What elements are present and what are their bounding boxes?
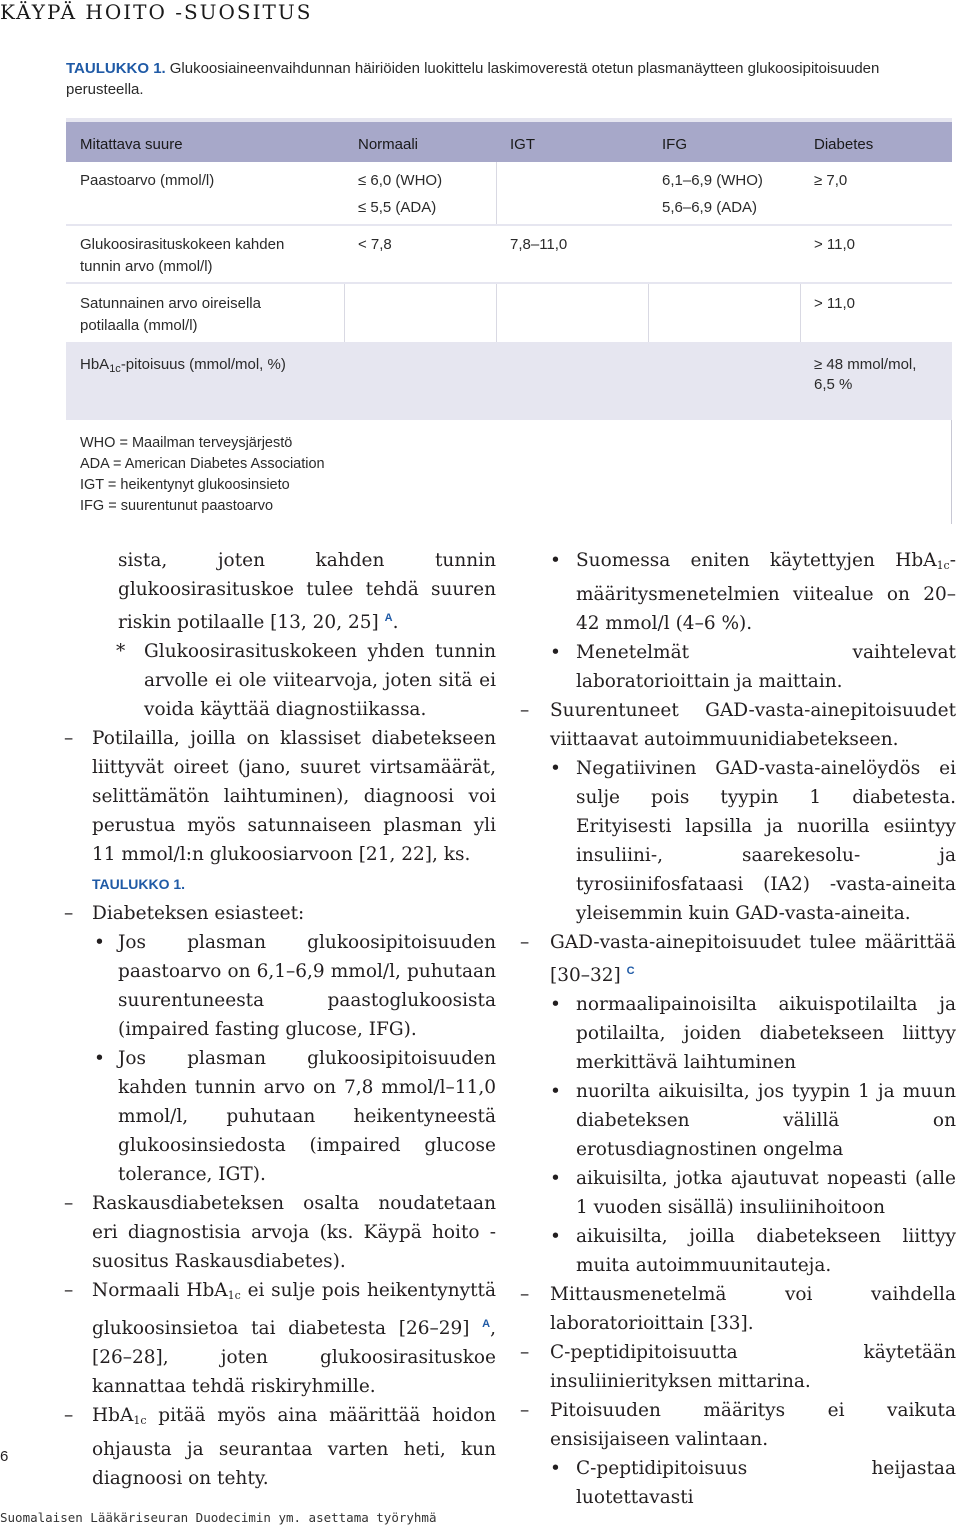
list-item [520,1396,956,1454]
header-ifg: IFG [662,136,687,153]
list-item-text: Jos plasman glukoosipitoisuuden paastoarvo on 6,1–6,9 mmol/l, puhutaan suurentuneesta paastoglukoosista (impaired fasting glucose, IFG). [118,932,496,1040]
list-item [550,546,956,638]
row4-measure-post: -pitoisuus (mmol/mol, %) [120,356,286,373]
row1-ifg-who: 6,1–6,9 (WHO) [662,172,763,189]
list-item [550,638,956,696]
list-item-text: Diabeteksen esiasteet: [92,903,305,924]
evidence-grade: A [482,1318,491,1330]
list-item-text: Potilailla, joilla on klassiset diabetekseen liittyvät oireet (jano, suuret virtsamäärät, selittämätön laihtuminen), diagnoosi voi perustua myös satunnaiseen plasman yli 11 mmol/l:n glukoosiarvoon [21, 22], ks. [92,728,496,865]
list-item [520,1280,956,1338]
legend-item: IGT = heikentynyt glukoosinsieto [80,477,290,493]
dash-marker: – [520,932,530,953]
row2-diabetes: > 11,0 [814,236,856,253]
list-item [94,1044,496,1189]
paragraph-text: sista, joten kahden tunnin glukoosirasituskoe tulee tehdä suuren riskin potilaalle [13, 20, 25] [118,550,496,633]
list-item [550,754,956,928]
header-measure: Mitattava suure [80,136,183,153]
paragraph: sista, joten kahden tunnin glukoosirasituskoe tulee tehdä suuren riskin potilaalle [13, 20, 25] $^A$. [118,550,496,633]
cell-divider [496,162,497,224]
list-item-text: GAD-vasta-ainepitoisuudet tulee määrittää [30–32] [550,932,956,986]
row2-measure: Glukoosirasituskokeen kahden tunnin arvo (mmol/l) [80,236,285,275]
dash-marker: – [64,1280,74,1301]
bullet-marker: • [550,1081,561,1102]
list-item-text: aikuisilta, jotka ajautuvat nopeasti (alle 1 vuoden sisällä) insuliinihoitoon [576,1168,956,1218]
list-item-text: pitää myös aina määrittää hoidon ohjausta ja seurantaa varten heti, kun diagnoosi on tehty. [92,1405,496,1489]
row1-measure: Paastoarvo (mmol/l) [80,172,215,189]
cell-divider [800,284,801,342]
list-item-text: normaalipainoisilta aikuispotilailta ja potilailta, joiden diabetekseen liittyy merkittävä laihtuminen [576,994,956,1073]
row4-measure-pre: HbA [80,356,110,373]
bullet-marker: • [550,994,561,1015]
row2-igt: 7,8–11,0 [510,236,568,253]
list-item-text: aikuisilta, joilla diabetekseen liittyy muita autoimmuunitauteja. [576,1226,956,1276]
list-item [94,928,496,1044]
row4-diabetes-mmol: ≥ 48 mmol/mol, [814,356,917,373]
list-item-text: -määritysmenetelmien viitealue on 20–42 mmol/l (4–6 %). [576,550,956,634]
row3-diabetes: > 11,0 [814,295,856,312]
row4-diabetes-percent: 6,5 % [814,376,853,393]
legend-border [951,420,952,524]
table-reference-link[interactable]: TAULUKKO 1. [92,876,186,892]
legend-item: IFG = suurentunut paastoarvo [80,498,274,514]
header-diabetes: Diabetes [814,136,874,153]
evidence-grade: C [626,965,635,977]
list-item [520,696,956,754]
evidence-grade: A [384,612,393,624]
list-item [64,1189,496,1276]
list-item-text: ei sulje pois heikentynyttä glukoosinsietoa tai diabetesta [26–29] [92,1280,496,1339]
dash-marker: – [520,1284,530,1305]
list-item [520,1338,956,1396]
row4-measure-sub: 1c [109,363,121,375]
left-column [64,546,496,1493]
row1-ifg-ada: 5,6–6,9 (ADA) [662,199,758,216]
list-item-text: Menetelmät vaihtelevat laboratorioittain ja maittain. [576,642,956,692]
page-number: 6 [0,1448,9,1465]
list-item [116,637,496,724]
dash-marker: – [64,903,74,924]
list-item-text: C-peptidipitoisuutta käytetään insuliinierityksen mittarina. [550,1342,956,1392]
subscript: 1c [936,559,950,572]
list-item-text: Pitoisuuden määritys ei vaikuta ensisijaiseen valintaan. [550,1400,956,1450]
table-legend [80,433,325,517]
legend-item: WHO = Maailman terveysjärjestö [80,435,293,451]
list-item-text: , [26–28], joten glukoosirasituskoe kannattaa tehdä riskiryhmille. [92,1318,497,1397]
bullet-marker: • [550,1226,561,1247]
list-item [550,1222,956,1280]
bullet-marker: • [94,1048,105,1069]
list-item-text: nuorilta aikuisilta, jos tyypin 1 ja muun diabeteksen välillä on erotusdiagnostinen ongelma [576,1081,956,1160]
list-item-text: Suomessa eniten käytettyjen HbA [576,550,937,571]
list-item [64,1276,497,1401]
list-item-text: Suurentuneet GAD-vasta-ainepitoisuudet viittaavat autoimmuunidiabetekseen. [550,700,956,750]
legend-item: ADA = American Diabetes Association [80,456,325,472]
header-normal: Normaali [358,136,419,153]
row1-diabetes: ≥ 7,0 [814,172,848,189]
list-item-text: Glukoosirasituskokeen yhden tunnin arvolle ei ole viitearvoja, joten sitä ei voida käyttää diagnostiikassa. [144,641,496,720]
list-item [64,899,496,928]
list-item [550,990,956,1077]
bullet-marker: • [550,550,561,571]
list-item-text: Jos plasman glukoosipitoisuuden kahden tunnin arvo on 7,8 mmol/l–11,0 mmol/l, puhutaan heikentyneestä glukoosinsiedosta (impaired glucose tolerance, IGT). [118,1048,496,1185]
row1-normal-who: ≤ 6,0 (WHO) [358,172,443,189]
cell-divider [648,284,649,342]
header-igt: IGT [510,136,535,153]
cell-divider [496,284,497,342]
table-header-row [66,122,952,162]
table-caption-label: TAULUKKO 1. [66,60,166,77]
bullet-marker: • [550,1458,561,1479]
table-caption [66,58,952,100]
list-item [550,1164,956,1222]
right-column [520,546,956,1512]
row1-normal-ada: ≤ 5,5 (ADA) [358,199,437,216]
page-footer: Suomalaisen Lääkäriseuran Duodecimin ym. asettama työryhmä [0,1510,437,1525]
bullet-marker: • [550,758,561,779]
list-item [550,1454,956,1512]
dash-marker: – [520,1400,530,1421]
bullet-marker: • [550,1168,561,1189]
subscript: 1c [133,1414,147,1427]
table-caption-text: Glukoosiaineenvaihdunnan häiriöiden luokittelu laskimoverestä otetun plasmanäytteen glukoosipitoisuuden perusteella. [66,60,880,98]
dash-marker: – [64,1405,74,1426]
bullet-marker: • [550,642,561,663]
list-item [520,928,956,990]
row4-measure [80,354,286,380]
list-item [64,1401,496,1493]
subscript: 1c [227,1289,241,1302]
dash-marker: – [64,728,74,749]
list-item [64,724,496,899]
asterisk-marker: * [116,641,126,662]
classification-table [66,118,952,420]
page-header: KÄYPÄ HOITO -SUOSITUS [0,0,313,24]
list-item [550,1077,956,1164]
cell-divider [344,284,345,342]
row3-measure: Satunnainen arvo oireisella potilaalla (mmol/l) [80,295,261,334]
list-item-text: C-peptidipitoisuus heijastaa luotettavasti [576,1458,956,1508]
row2-normal: < 7,8 [358,236,392,253]
list-item-text: Negatiivinen GAD-vasta-ainelöydös ei sulje pois tyypin 1 diabetesta. Erityisesti lapsilla ja nuorilla esiintyy insuliini-, saarekesolu- ja tyrosiinifosfataasi (IA2) -vasta-aineita yleisemmin kuin GAD-vasta-aineita. [576,758,956,924]
list-item-text: HbA [92,1405,134,1426]
bullet-marker: • [94,932,105,953]
list-item-text: Normaali HbA [92,1280,228,1301]
dash-marker: – [520,700,530,721]
dash-marker: – [64,1193,74,1214]
list-item-text: Raskausdiabeteksen osalta noudatetaan eri diagnostisia arvoja (ks. Käypä hoito -suositus Raskausdiabetes). [92,1193,496,1272]
list-item-text: Mittausmenetelmä voi vaihdella laboratorioittain [33]. [550,1284,956,1334]
dash-marker: – [520,1342,530,1363]
